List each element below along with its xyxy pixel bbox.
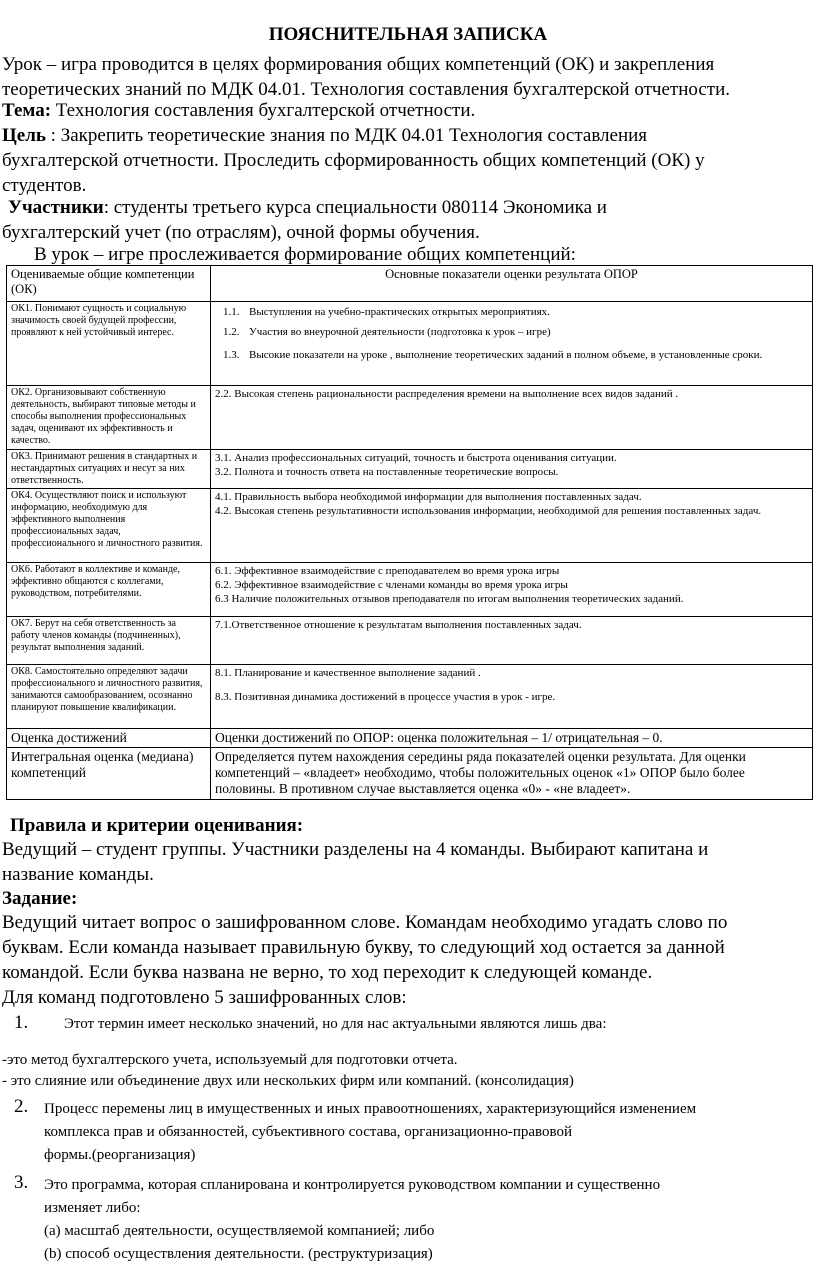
table-row bbox=[7, 563, 813, 617]
task-heading bbox=[2, 886, 812, 911]
indicator-cell bbox=[211, 617, 813, 665]
task-text: Для команд подготовлено 5 зашифрованных слов: bbox=[2, 987, 407, 1008]
ok-cell: Оценка достижений bbox=[7, 729, 211, 748]
task-heading-text: Задание: bbox=[2, 888, 78, 909]
indicator-cell bbox=[211, 563, 813, 617]
task-text: буквам. Если команда называет правильную букву, то следующий ход остается за данной bbox=[2, 937, 725, 958]
rules-heading bbox=[10, 813, 816, 838]
ok-cell: ОК1. Понимают сущность и социальную значимость своей будущей профессии, проявляют к ней устойчивый интерес. bbox=[7, 302, 211, 386]
ok-cell: ОК4. Осуществляют поиск и используют информацию, необходимую для эффективного выполнения профессиональных задач, профессионального и личностного развития. bbox=[7, 489, 211, 563]
table-header-cell: Оцениваемые общие компетенции (ОК) bbox=[7, 266, 211, 302]
table-header-row bbox=[7, 266, 813, 302]
indicator-text: Оценки достижений по ОПОР: оценка положительная – 1/ отрицательная – 0. bbox=[215, 730, 663, 745]
document-title: ПОЯСНИТЕЛЬНАЯ ЗАПИСКА bbox=[268, 24, 548, 45]
table-row bbox=[7, 665, 813, 729]
tema-text: Технология составления бухгалтерской отчетности. bbox=[51, 100, 476, 121]
indicator-text: Участия во внеурочной деятельности (подготовка к урок – игре) bbox=[249, 326, 551, 338]
cel-label: Цель bbox=[2, 125, 46, 146]
rules-text: название команды. bbox=[2, 864, 154, 885]
cel-paragraph bbox=[2, 123, 812, 198]
indicator-text: Высокие показатели на уроке , выполнение теоретических заданий в полном объеме, в установленные сроки. bbox=[249, 349, 763, 361]
uchastniki-text: бухгалтерский учет (по отраслям), очной формы обучения. bbox=[2, 222, 480, 243]
ok-cell: ОК3. Принимают решения в стандартных и нестандартных ситуациях и несут за них ответственность. bbox=[7, 450, 211, 489]
indicator-text: 4.1. Правильность выбора необходимой информации для выполнения поставленных задач. bbox=[215, 491, 642, 503]
word-text: Этот термин имеет несколько значений, но для нас актуальными являются лишь два: bbox=[64, 1016, 607, 1032]
word-text: формы.(реорганизация) bbox=[44, 1147, 196, 1163]
indicator-text: 4.2. Высокая степень результативности использования информации, необходимой для решения поставленных задач. bbox=[215, 505, 762, 517]
task-text: Ведущий читает вопрос о зашифрованном слове. Командам необходимо угадать слово по bbox=[2, 912, 728, 933]
indicator-text: 2.2. Высокая степень рациональности распределения времени на выполнение всех видов заданий . bbox=[215, 388, 679, 400]
ok-cell: ОК2. Организовывают собственную деятельность, выбирают типовые методы и способы выполнения профессиональных задач, оценивают их эффективность и качество. bbox=[7, 386, 211, 450]
intro-line: Урок – игра проводится в целях формирования общих компетенций (ОК) и закрепления bbox=[2, 54, 715, 75]
cel-text: : Закрепить теоретические знания по МДК 04.01 Технология составления bbox=[45, 125, 648, 146]
indicator-text: 3.2. Полнота и точность ответа на поставленные теоретические вопросы. bbox=[215, 466, 559, 478]
word-number: 1. bbox=[14, 1012, 29, 1033]
word-text: изменяет либо: bbox=[44, 1200, 141, 1216]
uchastniki-text: : студенты третьего курса специальности 080114 Экономика и bbox=[103, 197, 607, 218]
indicator-text: 8.3. Позитивная динамика достижений в процессе участия в урок - игре. bbox=[215, 691, 556, 703]
indicator-number: 1.1. bbox=[223, 306, 240, 318]
indicator-cell bbox=[211, 748, 813, 800]
indicator-text: 6.3 Наличие положительных отзывов преподавателя по итогам выполнения теоретических заданий. bbox=[215, 593, 684, 605]
table-row bbox=[7, 386, 813, 450]
table-row bbox=[7, 617, 813, 665]
rules-paragraph bbox=[2, 837, 812, 887]
table-header-cell: Основные показатели оценки результата ОПОР bbox=[211, 266, 813, 302]
indicator-cell bbox=[211, 386, 813, 450]
indicator-cell bbox=[211, 665, 813, 729]
table-row bbox=[7, 489, 813, 563]
indicator-number: 1.2. bbox=[223, 326, 240, 338]
indicator-text: 6.1. Эффективное взаимодействие с преподавателем во время урока игры bbox=[215, 565, 560, 577]
table-row bbox=[7, 748, 813, 800]
word-number: 3. bbox=[14, 1172, 29, 1193]
cel-text: студентов. bbox=[2, 175, 87, 196]
intro-line: теоретических знаний по МДК 04.01. Технология составления бухгалтерской отчетности. bbox=[2, 79, 730, 100]
word-text: (a) масштаб деятельности, осуществляемой компанией; либо bbox=[44, 1223, 435, 1239]
indicator-text: Выступления на учебно-практических открытых мероприятиях. bbox=[249, 306, 550, 318]
lead-paragraph: В урок – игре прослеживается формирование общих компетенций: bbox=[34, 244, 576, 265]
indicator-cell bbox=[211, 729, 813, 748]
tema-paragraph bbox=[2, 98, 812, 123]
ok-cell: ОК8. Самостоятельно определяют задачи профессионального и личностного развития, занимаются самообразованием, осознанно планируют повышение квалификации. bbox=[7, 665, 211, 729]
uchastniki-paragraph bbox=[2, 195, 816, 245]
rules-text: Ведущий – студент группы. Участники разделены на 4 команды. Выбирают капитана и bbox=[2, 839, 709, 860]
table-row bbox=[7, 729, 813, 748]
indicator-cell bbox=[211, 489, 813, 563]
competencies-table bbox=[6, 265, 813, 800]
ok-cell: ОК6. Работают в коллективе и команде, эффективно общаются с коллегами, руководством, потребителями. bbox=[7, 563, 211, 617]
table-row bbox=[7, 302, 813, 386]
cel-text: бухгалтерской отчетности. Проследить сформированность общих компетенций (ОК) у bbox=[2, 150, 705, 171]
tema-label: Тема: bbox=[2, 100, 52, 121]
indicator-cell bbox=[211, 450, 813, 489]
indicator-text: 3.1. Анализ профессиональных ситуаций, точность и быстрота оценивания ситуации. bbox=[215, 452, 617, 464]
rules-heading-text: Правила и критерии оценивания: bbox=[10, 815, 304, 836]
uchastniki-label: Участники bbox=[8, 197, 104, 218]
word-text: (b) способ осуществления деятельности. (реструктуризация) bbox=[44, 1246, 433, 1262]
word-text: Это программа, которая спланирована и контролируется руководством компании и существенно bbox=[44, 1177, 661, 1193]
task-paragraph bbox=[2, 910, 812, 1010]
word-number: 2. bbox=[14, 1096, 29, 1117]
word-text: - это слияние или объединение двух или нескольких фирм или компаний. (консолидация) bbox=[2, 1073, 574, 1089]
indicator-text: Определяется путем нахождения середины ряда показателей оценки результата. Для оценки компетенций – «владеет» необходимо, чтобы положительных оценок «1» ОПОР было более половины. В противном случае выставляется оценка «0» - «не владеет». bbox=[215, 749, 746, 796]
table-row bbox=[7, 450, 813, 489]
indicator-text: 6.2. Эффективное взаимодействие с членами команды во время урока игры bbox=[215, 579, 568, 591]
task-text: командой. Если буква названа не верно, то ход переходит к следующей команде. bbox=[2, 962, 653, 983]
indicator-cell bbox=[211, 302, 813, 386]
indicator-text: 8.1. Планирование и качественное выполнение заданий . bbox=[215, 667, 481, 679]
indicator-text: 7.1.Ответственное отношение к результатам выполнения поставленных задач. bbox=[215, 619, 582, 631]
ok-cell: Интегральная оценка (медиана) компетенций bbox=[7, 748, 211, 800]
word-text: Процесс перемены лиц в имущественных и иных правоотношениях, характеризующийся изменением bbox=[44, 1101, 697, 1117]
ok-cell: ОК7. Берут на себя ответственность за работу членов команды (подчиненных), результат выполнения заданий. bbox=[7, 617, 211, 665]
word-text: -это метод бухгалтерского учета, используемый для подготовки отчета. bbox=[2, 1052, 458, 1068]
indicator-number: 1.3. bbox=[223, 349, 240, 361]
intro-paragraph bbox=[2, 52, 812, 102]
word-text: комплекса прав и обязанностей, субъективного состава, организационно-правовой bbox=[44, 1124, 573, 1140]
